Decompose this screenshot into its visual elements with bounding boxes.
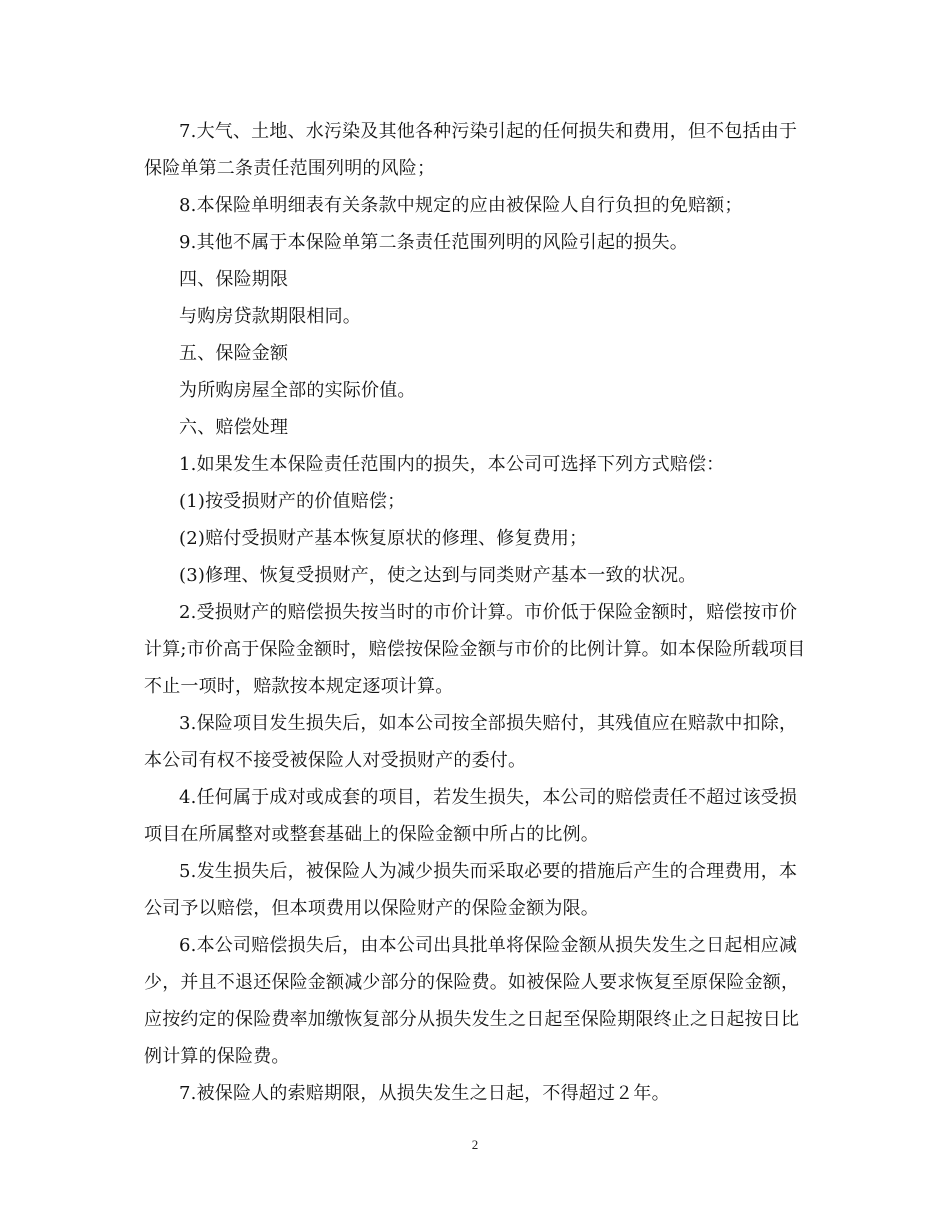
compensation-option-1: (1)按受损财产的价值赔偿； [179, 491, 406, 512]
insurance-period-text: 与购房贷款期限相同。 [179, 306, 361, 327]
section-heading-insured-amount: 五、保险金额 [179, 343, 289, 364]
section-heading-compensation: 六、赔偿处理 [179, 417, 289, 438]
compensation-clause-1: 1.如果发生本保险责任范围内的损失，本公司可选择下列方式赔偿： [179, 454, 725, 475]
compensation-clause-5: 5.发生损失后，被保险人为减少损失而采取必要的措施后产生的合理费用，本公司予以赔偿，但本项费用以保险财产的保险金额为限。 [144, 861, 798, 919]
compensation-clause-3: 3.保险项目发生损失后，如本公司按全部损失赔付，其残值应在赔款中扣除，本公司有权不接受被保险人对受损财产的委付。 [144, 713, 798, 771]
document-body [144, 113, 814, 1112]
insured-amount-text: 为所购房屋全部的实际价值。 [179, 380, 416, 401]
compensation-clause-2: 2.受损财产的赔偿损失按当时的市价计算。市价低于保险金额时，赔偿按市价计算;市价高于保险金额时，赔偿按保险金额与市价的比例计算。如本保险所载项目不止一项时，赔款按本规定逐项计算。 [144, 602, 806, 697]
page-number: 2 [471, 1137, 479, 1152]
compensation-clause-6: 6.本公司赔偿损失后，由本公司出具批单将保险金额从损失发生之日起相应减少，并且不退还保险金额减少部分的保险费。如被保险人要求恢复至原保险金额，应按约定的保险费率加缴恢复部分从损失发生之日起至保险期限终止之日起按日比例计算的保险费。 [144, 935, 800, 1067]
clause-9-other-risks: 9.其他不属于本保险单第二条责任范围列明的风险引起的损失。 [179, 232, 688, 253]
section-heading-insurance-period: 四、保险期限 [179, 269, 289, 290]
compensation-option-2: (2)赔付受损财产基本恢复原状的修理、修复费用； [179, 528, 588, 549]
clause-7-pollution: 7.大气、土地、水污染及其他各种污染引起的任何损失和费用，但不包括由于保险单第二条责任范围列明的风险； [144, 121, 798, 179]
compensation-clause-4: 4.任何属于成对或成套的项目，若发生损失，本公司的赔偿责任不超过该受损项目在所属整对或整套基础上的保险金额中所占的比例。 [144, 787, 798, 845]
compensation-clause-7: 7.被保险人的索赔期限，从损失发生之日起，不得超过２年。 [179, 1083, 670, 1104]
clause-8-deductible: 8.本保险单明细表有关条款中规定的应由被保险人自行负担的免赔额； [179, 195, 743, 216]
compensation-option-3: (3)修理、恢复受损财产，使之达到与同类财产基本一致的状况。 [179, 565, 697, 586]
